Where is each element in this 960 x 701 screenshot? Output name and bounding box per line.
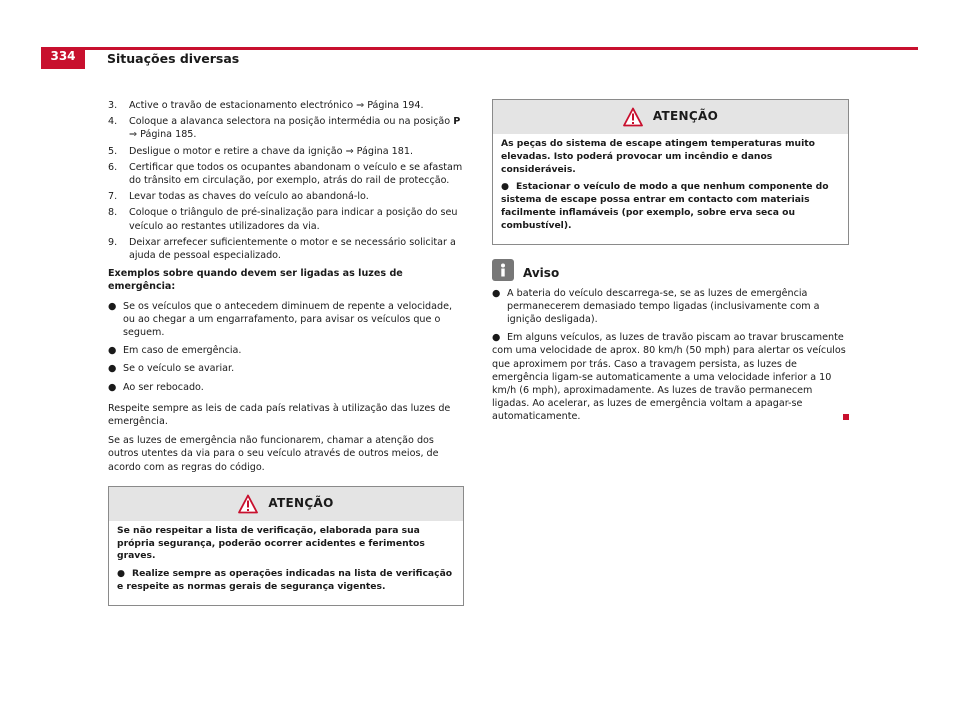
list-item: 3. Active o travão de estacionamento electrónico ⇒ Página 194.: [108, 100, 424, 111]
list-item: ● Estacionar o veículo de modo a que nenhum componente do sistema de escape possa entrar em contacto com materiais facilmente inflamáveis (por exemplo, sobre erva seca ou combustível).: [501, 181, 829, 231]
bullet-icon: ●: [501, 181, 510, 193]
info-icon: [492, 259, 514, 281]
bullet-icon: ●: [117, 568, 126, 580]
warning-box: [108, 486, 464, 606]
warning-header: [109, 487, 463, 521]
note-title: Aviso: [523, 266, 560, 281]
warning-title: ATENÇÃO: [268, 496, 334, 511]
paragraph: Se as luzes de emergência não funcionarem, chamar a atenção dos outros utentes da via para o seu veículo através de outros meios, de acordo com as regras do código.: [108, 435, 439, 473]
bullet-icon: ●: [108, 363, 117, 375]
note-header: [492, 259, 849, 281]
list-item: 8. Coloque o triângulo de pré-sinalização para indicar a posição do seu veículo ao restantes utilizadores da via.: [108, 207, 458, 232]
warning-body: As peças do sistema de escape atingem temperaturas muito elevadas. Isto poderá provocar um incêndio e danos consideráveis. ● Estacionar o veículo de modo a que nenhum componente do sistema de escape possa entrar em contacto com materiais facilmente inflamáveis (por exemplo, sobre erva seca ou combustível).: [493, 134, 848, 244]
list-item: ● Em caso de emergência.: [108, 345, 242, 357]
list-item: 4. Coloque a alavanca selectora na posição intermédia ou na posição P ⇒ Página 185.: [108, 116, 461, 141]
bullet-icon: ●: [492, 332, 501, 344]
warning-box: [492, 99, 849, 245]
warning-title: ATENÇÃO: [652, 109, 719, 124]
bullet-icon: ●: [108, 345, 117, 357]
list-item: ● Ao ser rebocado.: [108, 381, 204, 393]
warning-header: [493, 100, 848, 134]
bullet-icon: ●: [108, 300, 117, 312]
list-item: ● Se o veículo se avariar.: [108, 363, 235, 375]
list-item: ● Realize sempre as operações indicadas na lista de verificação e respeite as normas gerais de segurança vigentes.: [117, 568, 453, 593]
page-title: Situações diversas: [107, 51, 240, 66]
section-end-icon: [843, 414, 849, 420]
bullet-icon: ●: [108, 381, 117, 393]
paragraph: Respeite sempre as leis de cada país relativas à utilização das luzes de emergência.: [108, 402, 451, 428]
left-column: [108, 99, 464, 606]
warning-triangle-icon: [623, 107, 643, 127]
list-item: ● Em alguns veículos, as luzes de travão piscam ao travar bruscamente com uma velocidade de aprox. 80 km/h (50 mph) para alertar os veículos que aproximem por trás. Caso a travagem persista, as luzes de emergência ligam-se automaticamente a uma velocidade inferior a 10 km/h (6 mph), aproximadamente. As luzes de travão permanecem ligadas. Ao acelerar, as luzes de emergência voltam a apagar-se automaticamente.: [492, 331, 849, 423]
list-item: 5. Desligue o motor e retire a chave da ignição ⇒ Página 181.: [108, 145, 414, 157]
list-item: ● Se os veículos que o antecedem diminuem de repente a velocidade, ou ao chegar a um engarrafamento, para avisar os veículos que o seguem.: [108, 300, 453, 339]
warning-triangle-icon: [238, 494, 258, 514]
bullet-icon: ●: [492, 287, 501, 299]
list-item: 9. Deixar arrefecer suficientemente o motor e se necessário solicitar a ajuda de pessoal especializado.: [108, 236, 456, 262]
examples-heading: Exemplos sobre quando devem ser ligadas as luzes de emergência:: [108, 268, 403, 293]
list-item: 6. Certificar que todos os ocupantes abandonam o veículo e se afastam do trânsito em circulação, por exemplo, atrás do rail de protecção.: [108, 161, 463, 187]
right-column: [492, 99, 849, 429]
page-number: 334: [41, 47, 85, 69]
warning-body: Se não respeitar a lista de verificação, elaborada para sua própria segurança, poderão ocorrer acidentes e ferimentos graves. ● Realize sempre as operações indicadas na lista de verificação e respeite as normas gerais de segurança vigentes.: [109, 521, 463, 605]
steps-list: [108, 99, 464, 262]
list-item: ● A bateria do veículo descarrega-se, se as luzes de emergência permanecerem demasiado tempo ligadas (inclusivamente com a ignição desligada).: [492, 287, 820, 325]
header-rule: [41, 47, 918, 50]
list-item: 7. Levar todas as chaves do veículo ao abandoná-lo.: [108, 191, 369, 203]
